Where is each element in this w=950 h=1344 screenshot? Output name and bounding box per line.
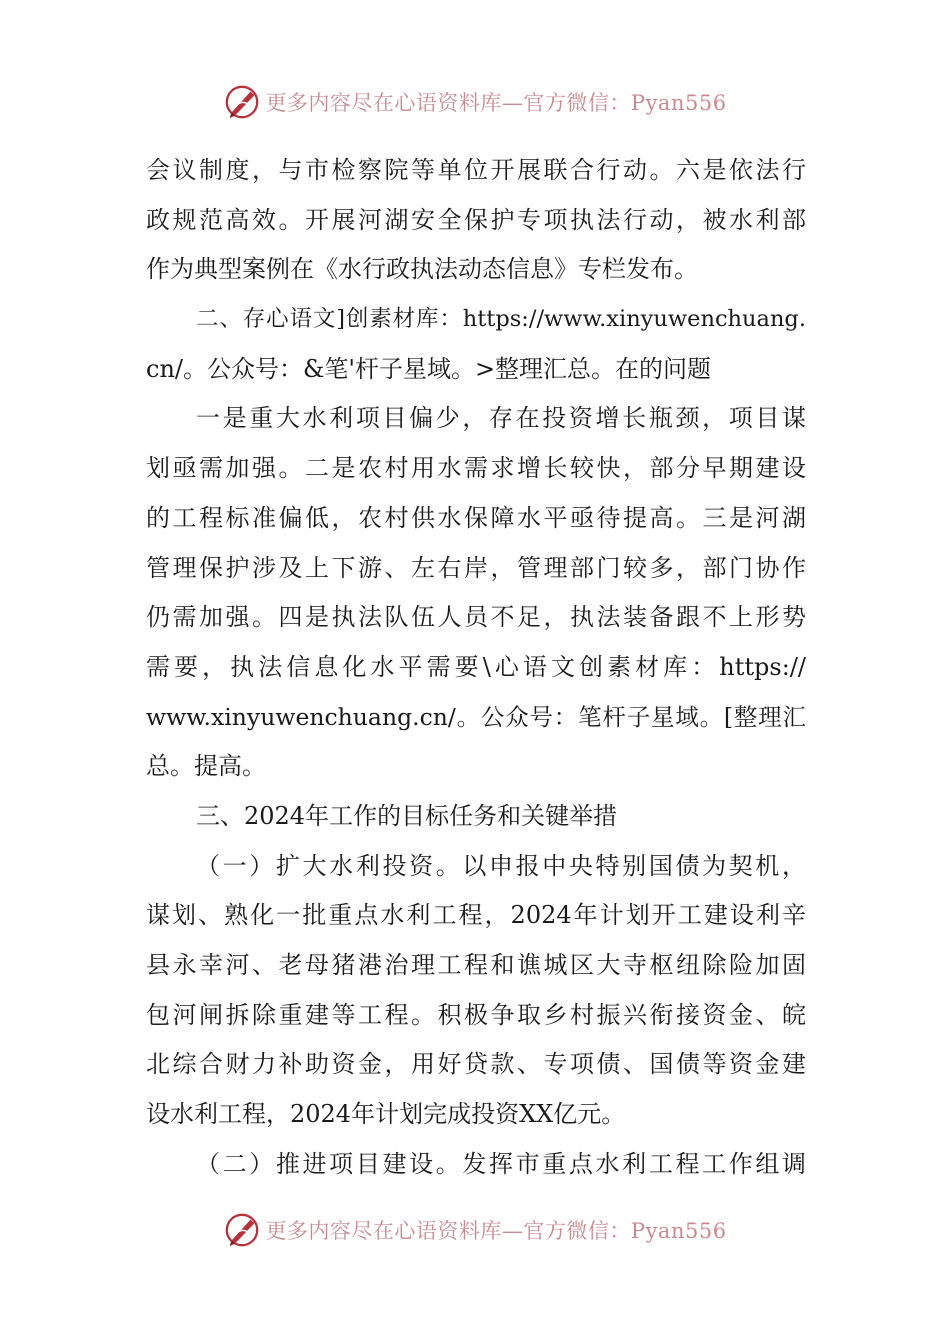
footer-watermark-inner bbox=[223, 1211, 726, 1249]
text-line: 的工程标准偏低，农村供水保障水平亟待提高。三是河湖 bbox=[146, 503, 806, 532]
pen-logo-icon bbox=[223, 83, 261, 121]
pen-logo-icon bbox=[223, 1211, 261, 1249]
text-line: 作为典型案例在《水行政执法动态信息》专栏发布。 bbox=[146, 255, 698, 284]
text-line: 包河闸拆除重建等工程。积极争取乡村振兴衔接资金、皖 bbox=[146, 1000, 806, 1029]
text-line: 设水利工程，2024年计划完成投资XX亿元。 bbox=[146, 1100, 626, 1129]
document-body bbox=[146, 146, 806, 1189]
header-watermark-banner bbox=[0, 82, 950, 122]
text-line: cn/。公众号：&笔'杆子星域。>整理汇总。在的问题 bbox=[146, 354, 712, 383]
footer-watermark-banner bbox=[0, 1210, 950, 1250]
header-watermark-inner bbox=[223, 83, 726, 121]
text-line: www.xinyuwenchuang.cn/。公众号：笔杆子星域。[整理汇 bbox=[146, 702, 806, 731]
text-line: 总。提高。 bbox=[146, 752, 266, 781]
text-line: 一是重大水利项目偏少，存在投资增长瓶颈，项目谋 bbox=[196, 404, 806, 433]
text-line: 需要，执法信息化水平需要\心语文创素材库：https:// bbox=[146, 652, 806, 681]
text-line: 管理保护涉及上下游、左右岸，管理部门较多，部门协作 bbox=[146, 553, 806, 582]
header-watermark-text: 更多内容尽在心语资料库—官方微信：Pyan556 bbox=[265, 91, 727, 115]
paragraph-lines bbox=[146, 146, 806, 1189]
text-line: （二）推进项目建设。发挥市重点水利工程工作组调 bbox=[196, 1149, 806, 1178]
text-line: 仍需加强。四是执法队伍人员不足，执法装备跟不上形势 bbox=[146, 603, 806, 632]
text-line: 划亟需加强。二是农村用水需求增长较快，部分早期建设 bbox=[146, 454, 806, 483]
footer-watermark-text: 更多内容尽在心语资料库—官方微信：Pyan556 bbox=[265, 1219, 727, 1243]
text-line: 二、存心语文]创素材库：https://www.xinyuwenchuang. bbox=[196, 306, 806, 333]
text-line: （一）扩大水利投资。以申报中央特别国债为契机， bbox=[196, 851, 806, 880]
text-line: 北综合财力补助资金，用好贷款、专项债、国债等资金建 bbox=[146, 1050, 806, 1079]
text-line: 会议制度，与市检察院等单位开展联合行动。六是依法行 bbox=[146, 156, 806, 184]
text-line: 政规范高效。开展河湖安全保护专项执法行动，被水利部 bbox=[146, 205, 806, 234]
text-line: 三、2024年工作的目标任务和关键举措 bbox=[196, 801, 618, 830]
text-line: 谋划、熟化一批重点水利工程，2024年计划开工建设利辛 bbox=[146, 901, 806, 930]
text-line: 县永幸河、老母猪港治理工程和谯城区大寺枢纽除险加固 bbox=[146, 951, 806, 979]
